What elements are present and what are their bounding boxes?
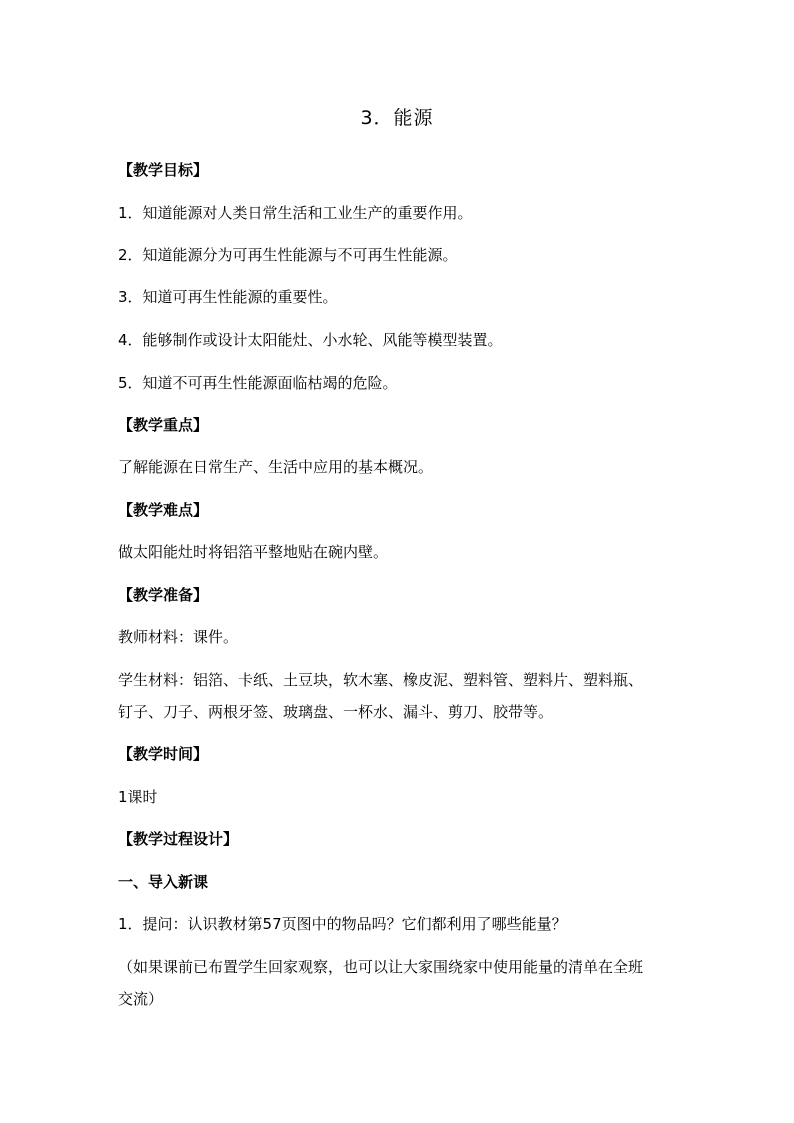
objective-item-1: 1．知道能源对人类日常生活和工业生产的重要作用。 — [118, 204, 473, 222]
student-materials-line-2: 钉子、刀子、两根牙签、玻璃盘、一杯水、漏斗、剪刀、胶带等。 — [118, 703, 554, 721]
difficulty-text: 做太阳能灶时将铝箔平整地贴在碗内壁。 — [118, 543, 389, 561]
intro-heading: 一、导入新课 — [118, 873, 209, 891]
time-text: 1课时 — [118, 788, 158, 806]
focus-text: 了解能源在日常生产、生活中应用的基本概况。 — [118, 458, 434, 476]
process-heading: 【教学过程设计】 — [118, 830, 239, 848]
objectives-heading: 【教学目标】 — [118, 161, 209, 179]
intro-item-1: 1．提问：认识教材第57页图中的物品吗？它们都利用了哪些能量？ — [118, 915, 567, 933]
teacher-materials: 教师材料：课件。 — [118, 628, 239, 646]
focus-heading: 【教学重点】 — [118, 416, 209, 434]
time-heading: 【教学时间】 — [118, 745, 209, 763]
intro-note-line-1: （如果课前已布置学生回家观察，也可以让大家围绕家中使用能量的清单在全班 — [118, 958, 644, 976]
objective-item-5: 5．知道不可再生性能源面临枯竭的危险。 — [118, 374, 398, 392]
student-materials-line-1: 学生材料：铝箔、卡纸、土豆块，软木塞、橡皮泥、塑料管、塑料片、塑料瓶、 — [118, 671, 644, 689]
difficulty-heading: 【教学难点】 — [118, 501, 209, 519]
objective-item-4: 4．能够制作或设计太阳能灶、小水轮、风能等模型装置。 — [118, 331, 503, 349]
intro-note-line-2: 交流） — [118, 990, 164, 1008]
objective-item-3: 3．知道可再生性能源的重要性。 — [118, 288, 338, 306]
objective-item-2: 2．知道能源分为可再生性能源与不可再生性能源。 — [118, 246, 458, 264]
preparation-heading: 【教学准备】 — [118, 586, 209, 604]
document-title: 3．能源 — [360, 107, 434, 129]
